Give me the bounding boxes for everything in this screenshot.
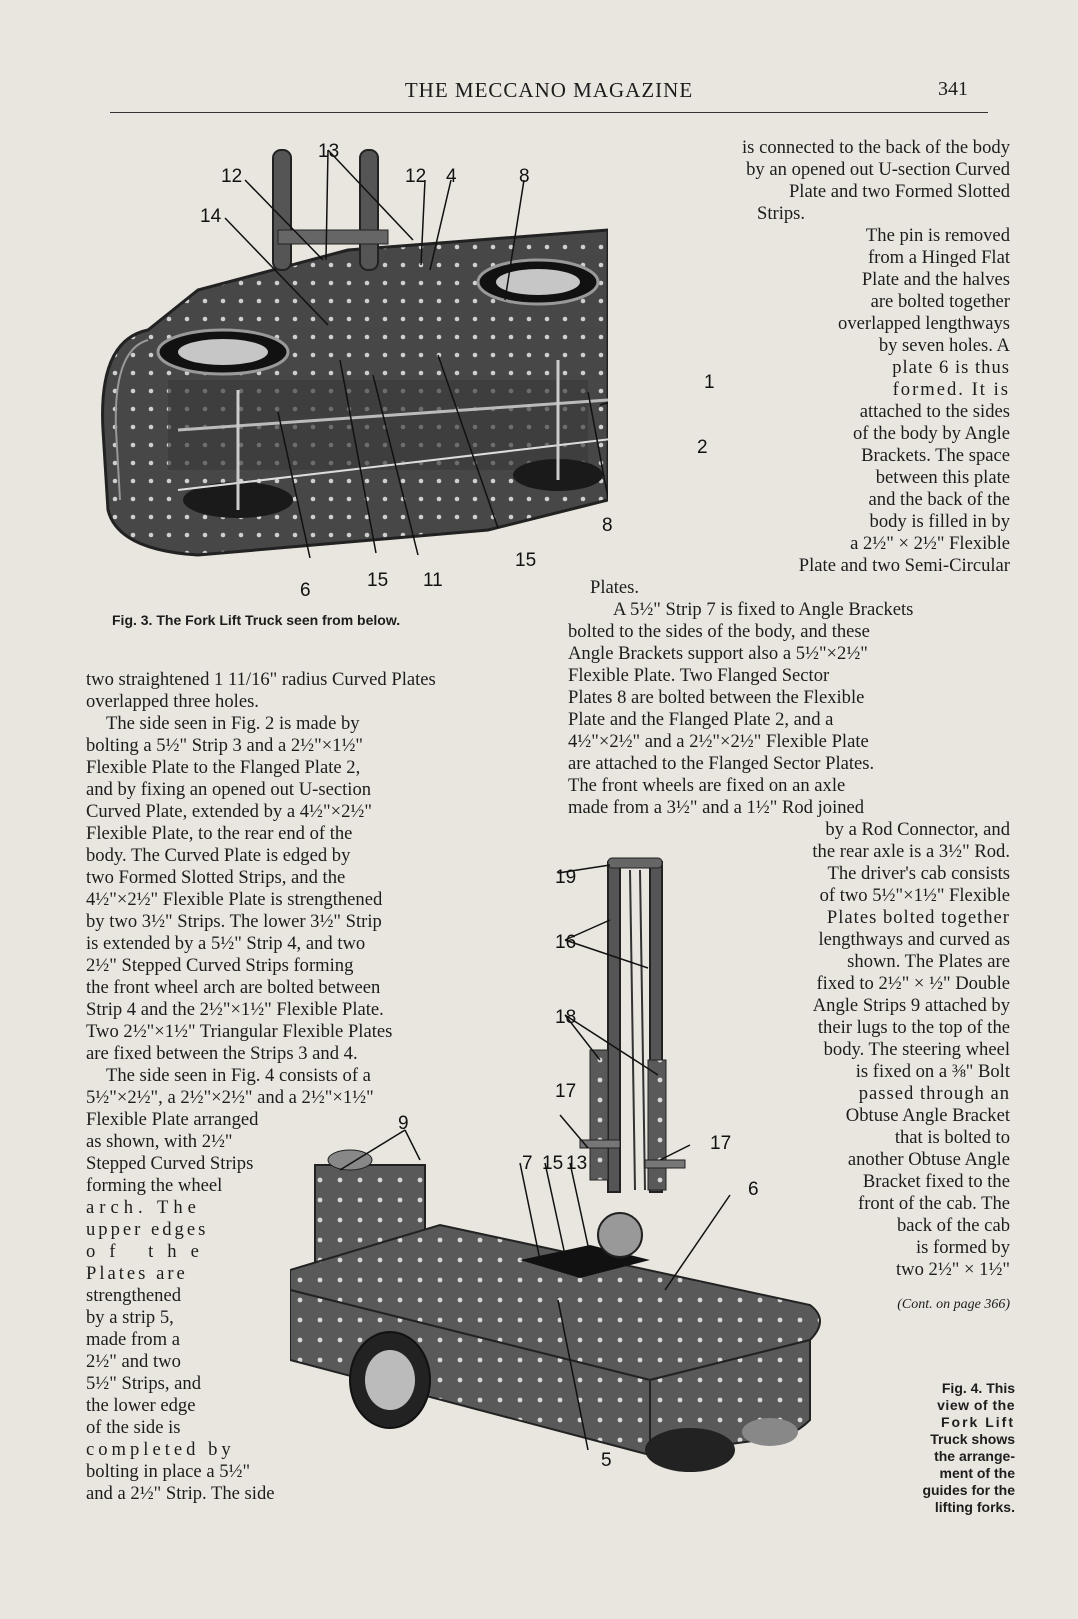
text-line: lengthways and curved as bbox=[818, 929, 1010, 950]
fig3-label: 11 bbox=[423, 570, 443, 591]
text-line: body. The steering wheel bbox=[823, 1039, 1010, 1060]
text-line: The side seen in Fig. 4 consists of a bbox=[106, 1065, 371, 1086]
text-line: The front wheels are fixed on an axle bbox=[568, 775, 846, 796]
figure-4-caption bbox=[880, 1380, 1015, 1516]
text-line: Plates 8 are bolted between the Flexible bbox=[568, 687, 865, 708]
text-line: The pin is removed bbox=[865, 225, 1010, 246]
fig3-label: 15 bbox=[515, 550, 537, 571]
text-line: front of the cab. The bbox=[858, 1193, 1010, 1214]
text-line: 2½" and two bbox=[86, 1351, 181, 1372]
text-line: another Obtuse Angle bbox=[847, 1149, 1010, 1170]
text-line: of the body by Angle bbox=[853, 423, 1010, 444]
text-line: a 2½" × 2½" Flexible bbox=[850, 533, 1010, 554]
caption-line: guides for the bbox=[922, 1482, 1015, 1498]
text-line: made from a 3½" and a 1½" Rod joined bbox=[568, 797, 865, 818]
fig4-label: 17 bbox=[555, 1081, 577, 1102]
text-line: by seven holes. A bbox=[878, 335, 1010, 356]
page-number: 341 bbox=[938, 78, 968, 100]
text-line: Plate and two Semi-Circular bbox=[798, 555, 1010, 576]
text-line: Angle Brackets support also a 5½"×2½" bbox=[568, 643, 868, 664]
fig3-label: 2 bbox=[697, 437, 708, 458]
text-line: forming the wheel bbox=[86, 1175, 223, 1196]
text-line: Plate and two Formed Slotted bbox=[788, 181, 1010, 202]
text-line: 4½"×2½" Flexible Plate is strengthened bbox=[86, 889, 383, 910]
text-line: body is filled in by bbox=[869, 511, 1010, 532]
text-line: 5½" Strips, and bbox=[86, 1373, 202, 1394]
text-line: Two 2½"×1½" Triangular Flexible Plates bbox=[86, 1021, 393, 1042]
text-line: are attached to the Flanged Sector Plates. bbox=[568, 753, 875, 774]
fig4-label: 15 bbox=[542, 1153, 564, 1174]
text-line: Angle Strips 9 attached by bbox=[812, 995, 1010, 1016]
fig4-label: 17 bbox=[710, 1133, 732, 1154]
text-line: the front wheel arch are bolted between bbox=[86, 977, 381, 998]
figure-3-caption: Fig. 3. The Fork Lift Truck seen from below. bbox=[112, 612, 401, 628]
text-line: plate 6 is thus bbox=[892, 357, 1010, 378]
caption-line: the arrange- bbox=[934, 1448, 1015, 1464]
text-line: attached to the sides bbox=[859, 401, 1010, 422]
text-line: of two 5½"×1½" Flexible bbox=[819, 885, 1010, 906]
text-line: Strips. bbox=[757, 203, 806, 224]
text-line: Plates are bbox=[86, 1263, 188, 1284]
text-line: are bolted together bbox=[870, 291, 1010, 312]
text-line: two straightened 1 11/16" radius Curved Plates bbox=[86, 669, 436, 690]
text-line: Plates bolted together bbox=[826, 907, 1010, 928]
text-line: 2½" Stepped Curved Strips forming bbox=[86, 955, 354, 976]
caption-line: ment of the bbox=[939, 1465, 1015, 1481]
text-line: upper edges bbox=[86, 1219, 209, 1240]
text-line: made from a bbox=[86, 1329, 180, 1350]
continued-note: (Cont. on page 366) bbox=[897, 1297, 1010, 1312]
text-line: The driver's cab consists bbox=[827, 863, 1010, 884]
magazine-title: THE MECCANO MAGAZINE bbox=[404, 78, 694, 102]
fig3-label: 12 bbox=[405, 166, 427, 187]
text-line: Flexible Plate arranged bbox=[86, 1109, 259, 1130]
text-line: is connected to the back of the body bbox=[742, 137, 1010, 158]
text-line: and a 2½" Strip. The side bbox=[86, 1483, 275, 1504]
fig4-label: 16 bbox=[555, 932, 577, 953]
caption-line: lifting forks. bbox=[934, 1499, 1015, 1515]
text-line: formed. It is bbox=[892, 379, 1010, 400]
text-line: Flexible Plate. Two Flanged Sector bbox=[568, 665, 830, 686]
text-line: and by fixing an opened out U-section bbox=[86, 779, 372, 800]
fig3-label: 12 bbox=[221, 166, 243, 187]
text-line: two Formed Slotted Strips, and the bbox=[86, 867, 346, 888]
text-line: two 2½" × 1½" bbox=[896, 1259, 1010, 1280]
text-line: the rear axle is a 3½" Rod. bbox=[812, 841, 1010, 862]
text-line: is fixed on a ⅜" Bolt bbox=[855, 1061, 1010, 1082]
fig3-label: 4 bbox=[446, 166, 457, 187]
fig3-label: 8 bbox=[519, 166, 530, 187]
text-line: is formed by bbox=[916, 1237, 1010, 1258]
text-line: by a Rod Connector, and bbox=[825, 819, 1010, 840]
text-line: Plates. bbox=[590, 577, 640, 598]
text-line: Curved Plate, extended by a 4½"×2½" bbox=[86, 801, 372, 822]
text-line: body. The Curved Plate is edged by bbox=[86, 845, 351, 866]
text-line: completed by bbox=[86, 1439, 235, 1460]
text-line: Plate and the Flanged Plate 2, and a bbox=[568, 709, 834, 730]
text-line: Obtuse Angle Bracket bbox=[845, 1105, 1010, 1126]
text-line: between this plate bbox=[875, 467, 1010, 488]
text-line: A 5½" Strip 7 is fixed to Angle Brackets bbox=[613, 599, 914, 620]
caption-line: view of the bbox=[937, 1397, 1015, 1413]
text-line: Bracket fixed to the bbox=[862, 1171, 1010, 1192]
text-line: Flexible Plate, to the rear end of the bbox=[86, 823, 353, 844]
text-line: by an opened out U-section Curved bbox=[746, 159, 1010, 180]
fig3-label: 14 bbox=[200, 206, 222, 227]
fig4-label: 9 bbox=[398, 1113, 409, 1134]
text-line: strengthened bbox=[86, 1285, 182, 1306]
fig3-label: 8 bbox=[602, 515, 613, 536]
text-line: arch. The bbox=[86, 1197, 201, 1218]
text-line: as shown, with 2½" bbox=[86, 1131, 233, 1152]
text-line: their lugs to the top of the bbox=[817, 1017, 1010, 1038]
fig3-label: 15 bbox=[367, 570, 389, 591]
text-line: Strip 4 and the 2½"×1½" Flexible Plate. bbox=[86, 999, 384, 1020]
right-column-mid-text bbox=[568, 599, 1010, 819]
text-line: from a Hinged Flat bbox=[867, 247, 1010, 268]
fig3-label: 1 bbox=[704, 372, 715, 393]
text-line: that is bolted to bbox=[894, 1127, 1010, 1148]
text-line: Flexible Plate to the Flanged Plate 2, bbox=[86, 757, 361, 778]
text-line: the lower edge bbox=[86, 1395, 196, 1416]
text-line: bolting a 5½" Strip 3 and a 2½"×1½" bbox=[86, 735, 364, 756]
text-line: Stepped Curved Strips bbox=[86, 1153, 254, 1174]
text-line: are fixed between the Strips 3 and 4. bbox=[86, 1043, 358, 1064]
text-line: is extended by a 5½" Strip 4, and two bbox=[86, 933, 366, 954]
text-line: fixed to 2½" × ½" Double bbox=[816, 973, 1010, 994]
caption-line: Fork Lift bbox=[941, 1414, 1015, 1430]
text-line: passed through an bbox=[858, 1083, 1010, 1104]
fig4-label: 19 bbox=[555, 867, 577, 888]
fig4-label: 6 bbox=[748, 1179, 759, 1200]
fig4-label: 5 bbox=[601, 1450, 612, 1471]
fig3-label: 13 bbox=[318, 141, 340, 162]
text-line: Plate and the halves bbox=[861, 269, 1010, 290]
text-line: The side seen in Fig. 2 is made by bbox=[106, 713, 360, 734]
fig4-label: 18 bbox=[555, 1007, 577, 1028]
text-line: by two 3½" Strips. The lower 3½" Strip bbox=[86, 911, 382, 932]
text-line: 4½"×2½" and a 2½"×2½" Flexible Plate bbox=[568, 731, 869, 752]
fig4-label: 13 bbox=[566, 1153, 588, 1174]
text-line: by a strip 5, bbox=[86, 1307, 174, 1328]
text-line: Brackets. The space bbox=[861, 445, 1010, 466]
text-line: overlapped lengthways bbox=[838, 313, 1010, 334]
text-line: shown. The Plates are bbox=[847, 951, 1010, 972]
text-line: of the side is bbox=[86, 1417, 181, 1438]
right-column-top-text bbox=[560, 137, 1010, 599]
text-line: bolted to the sides of the body, and these bbox=[568, 621, 870, 642]
caption-line: Truck shows bbox=[930, 1431, 1015, 1447]
text-line: of the bbox=[86, 1241, 213, 1262]
caption-line: Fig. 4. This bbox=[941, 1380, 1015, 1396]
text-line: bolting in place a 5½" bbox=[86, 1461, 251, 1482]
fig4-label: 7 bbox=[522, 1153, 533, 1174]
fig3-label: 6 bbox=[300, 580, 311, 601]
text-line: and the back of the bbox=[868, 489, 1010, 510]
text-line: back of the cab bbox=[896, 1215, 1010, 1236]
text-line: 5½"×2½", a 2½"×2½" and a 2½"×1½" bbox=[86, 1087, 374, 1108]
text-line: overlapped three holes. bbox=[86, 691, 259, 712]
